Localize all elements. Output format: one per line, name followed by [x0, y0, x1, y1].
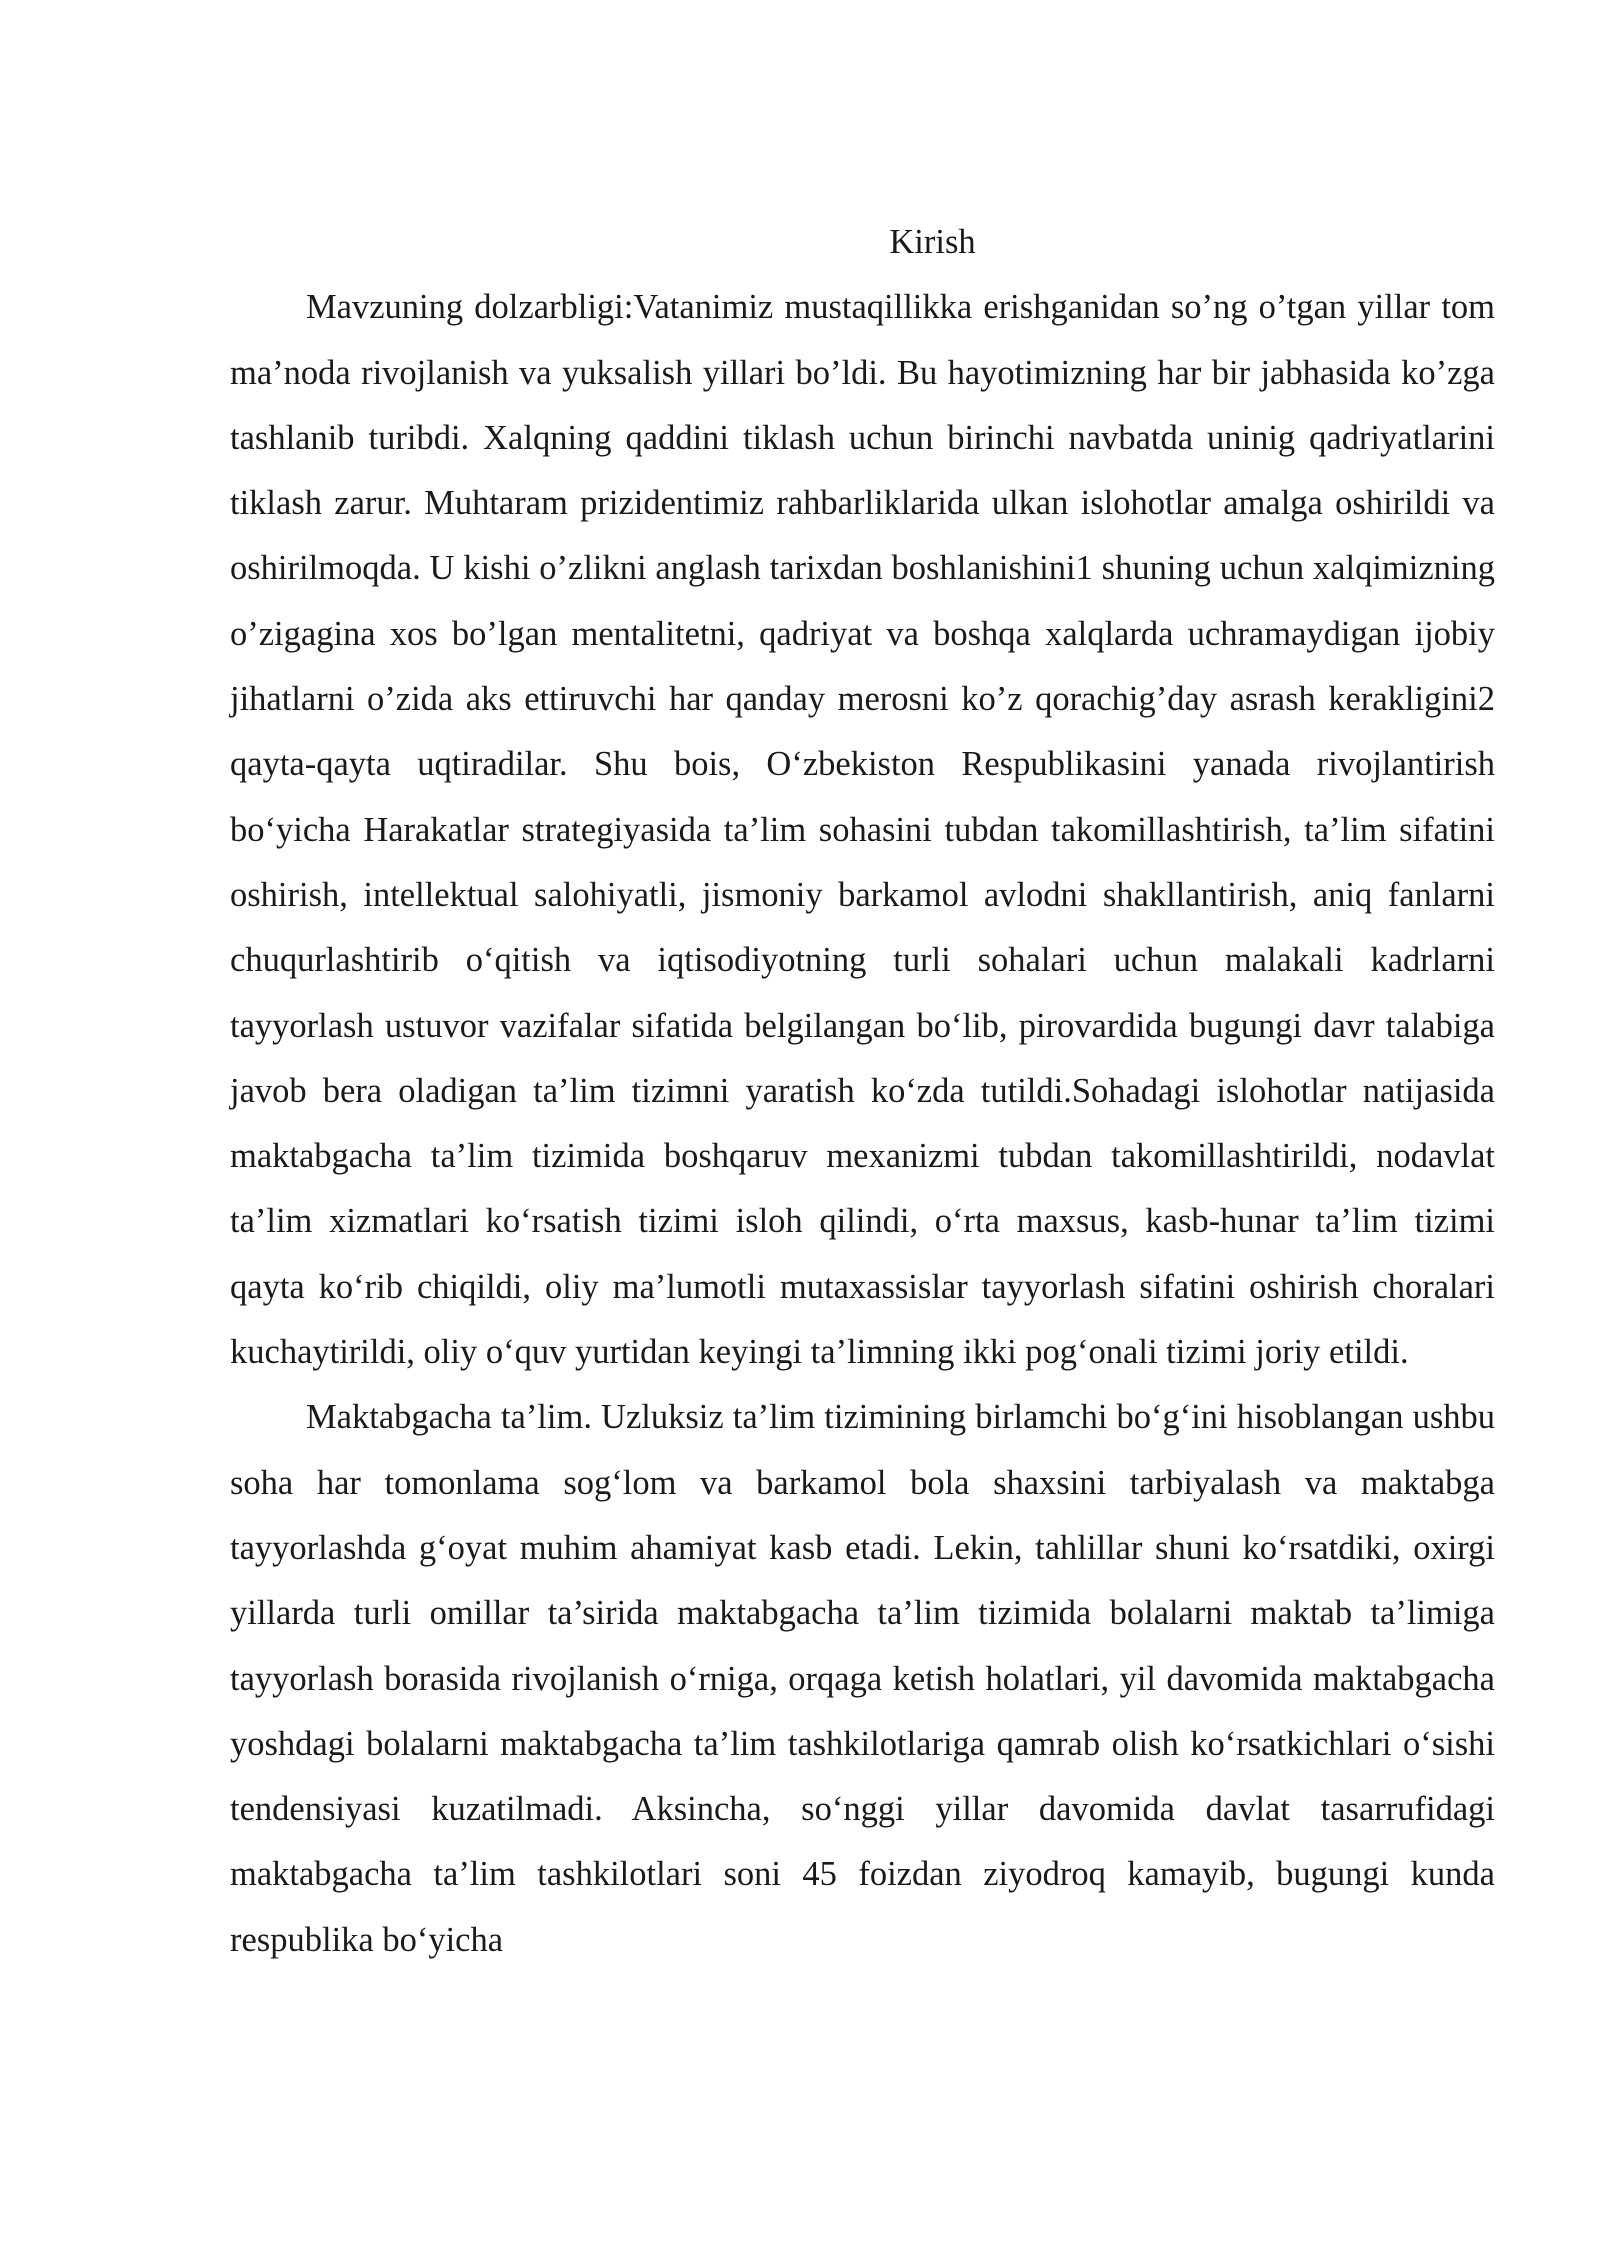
paragraph-relevance: Mavzuning dolzarbligi:Vatanimiz mustaqillikka erishganidan so’ng o’tgan yillar tom ma’noda rivojlanish va yuksalish yillari bo’ldi. Bu hayotimizning har bir jabhasida ko’zga tashlanib turibdi. Xalqning qaddini tiklash uchun birinchi navbatda uninig qadriyatlarini tiklash zarur. Muhtaram prizidentimiz rahbarliklarida ulkan islohotlar amalga oshirildi va oshirilmoqda. U kishi o’zlikni anglash tarixdan boshlanishini1 shuning uchun xalqimizning o’zigagina xos bo’lgan mentalitetni, qadriyat va boshqa xalqlarda uchramaydigan ijobiy jihatlarni o’zida aks ettiruvchi har qanday merosni ko’z qorachig’day asrash kerakligini2 qayta-qayta uqtiradilar. Shu bois, O‘zbekiston Respublikasini yanada rivojlantirish bo‘yicha Harakatlar strategiyasida ta’lim sohasini tubdan takomillashtirish, ta’lim sifatini oshirish, intellektual salohiyatli, jismoniy barkamol avlodni shakllantirish, aniq fanlarni chuqurlashtirib o‘qitish va iqtisodiyotning turli sohalari uchun malakali kadrlarni tayyorlash ustuvor vazifalar sifatida belgilangan bo‘lib, pirovardida bugungi davr talabiga javob bera oladigan ta’lim tizimni yaratish ko‘zda tutildi.Sohadagi islohotlar natijasida maktabgacha ta’lim tizimida boshqaruv mexanizmi tubdan takomillashtirildi, nodavlat ta’lim xizmatlari ko‘rsatish tizimi isloh qilindi, o‘rta maxsus, kasb-hunar ta’lim tizimi qayta ko‘rib chiqildi, oliy ma’lumotli mutaxassislar tayyorlash sifatini oshirish choralari kuchaytirildi, oliy o‘quv yurtidan keyingi ta’limning ikki pog‘onali tizimi joriy etildi.	[230, 288, 1495, 1372]
section-heading: Kirish	[889, 223, 976, 261]
paragraph-preschool: Maktabgacha ta’lim. Uzluksiz ta’lim tizimining birlamchi bo‘g‘ini hisoblangan ushbu soha har tomonlama sog‘lom va barkamol bola shaxsini tarbiyalash va maktabga tayyorlashda g‘oyat muhim ahamiyat kasb etadi. Lekin, tahlillar shuni ko‘rsatdiki, oxirgi yillarda turli omillar ta’sirida maktabgacha ta’lim tizimida bolalarni maktab ta’limiga tayyorlash borasida rivojlanish o‘rniga, orqaga ketish holatlari, yil davomida maktabgacha yoshdagi bolalarni maktabgacha ta’lim tashkilotlariga qamrab olish ko‘rsatkichlari o‘sishi tendensiyasi kuzatilmadi. Aksincha, so‘nggi yillar davomida davlat tasarrufidagi maktabgacha ta’lim tashkilotlari soni 45 foizdan ziyodroq kamayib, bugungi kunda respublika bo‘yicha	[230, 1398, 1495, 1959]
page-content	[230, 210, 1495, 1973]
